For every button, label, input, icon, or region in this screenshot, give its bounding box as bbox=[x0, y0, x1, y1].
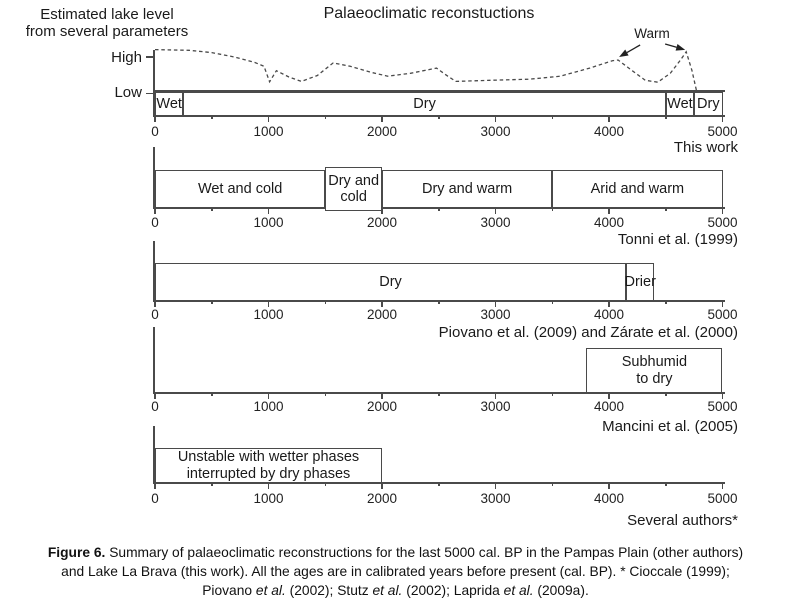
axis-tick bbox=[268, 207, 270, 214]
axis-tick bbox=[722, 392, 724, 399]
axis-tick bbox=[268, 115, 270, 122]
axis-tick-label: 1000 bbox=[253, 124, 284, 139]
lake-level-curve-path bbox=[155, 50, 696, 91]
axis-tick bbox=[381, 482, 383, 489]
climate-phase-label: Wet bbox=[667, 95, 693, 112]
axis-tick bbox=[495, 207, 497, 214]
axis-tick bbox=[268, 300, 270, 307]
climate-phase-segment bbox=[586, 348, 722, 393]
axis-tick-label: 1000 bbox=[253, 399, 284, 414]
axis-tick bbox=[438, 482, 440, 486]
low-tick-label: Low bbox=[114, 84, 142, 101]
caption-text-run: (2009a). bbox=[533, 582, 589, 598]
climate-phase-label: interrupted by dry phases bbox=[186, 465, 351, 482]
caption-text-run: (2002); Laprida bbox=[402, 582, 504, 598]
axis-tick bbox=[381, 300, 383, 307]
axis-tick bbox=[381, 115, 383, 122]
caption-text-run: Piovano bbox=[202, 582, 256, 598]
caption-line bbox=[0, 544, 791, 563]
axis-tick-label: 4000 bbox=[593, 307, 625, 322]
axis-tick bbox=[495, 482, 497, 489]
axis-tick-label: 5000 bbox=[707, 124, 738, 139]
warm-arrow-icon bbox=[619, 50, 629, 57]
source-label: Piovano et al. (2009) and Zárate et al. (2000) bbox=[438, 324, 738, 341]
climate-phase-label: Arid and warm bbox=[590, 180, 685, 197]
axis-tick-label: 3000 bbox=[480, 491, 511, 506]
climate-phase-segment bbox=[552, 170, 722, 208]
caption-line bbox=[0, 563, 791, 582]
axis-tick-label: 1000 bbox=[253, 491, 284, 506]
caption-text-run: et al. bbox=[372, 582, 403, 598]
axis-tick-label: 0 bbox=[151, 491, 159, 506]
climate-phase-label: Dry bbox=[379, 273, 402, 290]
axis-tick bbox=[608, 300, 610, 307]
axis-tick-label: 4000 bbox=[593, 215, 625, 230]
climate-phase-segment bbox=[155, 92, 183, 116]
axis-tick-label: 5000 bbox=[707, 307, 738, 322]
source-label: Tonni et al. (1999) bbox=[617, 231, 738, 248]
axis-tick-label: 1000 bbox=[253, 307, 284, 322]
axis-tick-label: 2000 bbox=[366, 215, 398, 230]
axis-tick bbox=[154, 482, 156, 489]
axis-tick bbox=[608, 392, 610, 399]
climate-phase-segment bbox=[155, 263, 626, 301]
axis-tick bbox=[154, 115, 156, 122]
axis-tick bbox=[665, 300, 667, 304]
warm-arrow-line bbox=[627, 45, 640, 53]
axis-tick bbox=[665, 482, 667, 486]
axis-tick-label: 2000 bbox=[366, 307, 398, 322]
climate-phase-segment bbox=[626, 263, 654, 301]
source-label: Several authors* bbox=[627, 512, 738, 529]
climate-phase-label: Wet bbox=[156, 95, 182, 112]
low-tick bbox=[146, 93, 153, 95]
climate-phase-segment bbox=[155, 448, 382, 483]
lake-level-axis-label bbox=[4, 7, 210, 40]
axis-tick bbox=[268, 392, 270, 399]
climate-phase-segment bbox=[694, 92, 722, 116]
axis-tick-label: 0 bbox=[151, 399, 159, 414]
caption-text-run: and Lake La Brava (this work). All the ages are in calibrated years before present (cal. BP). * Cioccale (1999); bbox=[61, 563, 730, 579]
caption-line bbox=[0, 582, 791, 601]
axis-tick-label: 5000 bbox=[707, 491, 738, 506]
climate-phase-label: Wet and cold bbox=[197, 180, 283, 197]
climate-phase-label: Dry bbox=[697, 95, 720, 112]
axis-tick bbox=[495, 115, 497, 122]
climate-phase-segment bbox=[325, 167, 382, 211]
axis-tick bbox=[154, 392, 156, 399]
climate-phase-segment bbox=[666, 92, 694, 116]
climate-phase-segment bbox=[183, 92, 665, 116]
axis-tick bbox=[608, 482, 610, 489]
axis-tick bbox=[268, 482, 270, 489]
climate-phase-label: Drier bbox=[624, 273, 656, 290]
axis-tick bbox=[495, 392, 497, 399]
climate-phase-label: to dry bbox=[636, 370, 673, 387]
figure-title: Palaeoclimatic reconstuctions bbox=[323, 5, 535, 22]
caption-text-run: et al. bbox=[255, 582, 286, 598]
climate-phase-label: Unstable with wetter phases bbox=[177, 449, 360, 466]
axis-tick-label: 0 bbox=[151, 124, 159, 139]
climate-phase-label: Dry and warm bbox=[422, 180, 513, 197]
axis-tick bbox=[154, 207, 156, 214]
climate-phase-label: Dry and bbox=[328, 172, 380, 189]
axis-tick bbox=[552, 482, 554, 486]
lake-level-axis-label-line2: from several parameters bbox=[25, 22, 189, 40]
axis-tick-label: 4000 bbox=[593, 491, 625, 506]
axis-tick-label: 0 bbox=[151, 215, 159, 230]
caption-text-run: Figure 6. bbox=[47, 545, 106, 560]
high-tick-label: High bbox=[111, 49, 142, 66]
axis-tick-label: 2000 bbox=[366, 491, 398, 506]
lake-level-axis-label-line1: Estimated lake level bbox=[40, 6, 174, 23]
y-axis-spine bbox=[153, 327, 155, 392]
caption-text-run: (2002); Stutz bbox=[285, 582, 373, 598]
axis-tick bbox=[608, 207, 610, 214]
axis-tick bbox=[438, 392, 440, 396]
climate-phase-label: Dry bbox=[413, 95, 436, 112]
caption-text-run: Summary of palaeoclimatic reconstructions for the last 5000 cal. BP in the Pampas Plain (other authors) bbox=[105, 545, 744, 560]
caption-text-run: et al. bbox=[503, 582, 534, 598]
warm-annotation-label: Warm bbox=[634, 26, 670, 41]
warm-arrow-line bbox=[665, 44, 676, 47]
high-tick bbox=[146, 56, 153, 58]
axis-tick bbox=[608, 115, 610, 122]
axis-tick bbox=[154, 300, 156, 307]
axis-tick bbox=[722, 115, 724, 122]
axis-tick-label: 1000 bbox=[253, 215, 284, 230]
axis-tick-label: 5000 bbox=[707, 399, 738, 414]
axis-tick bbox=[495, 300, 497, 307]
axis-tick-label: 2000 bbox=[366, 124, 398, 139]
axis-tick bbox=[552, 392, 554, 396]
axis-tick-label: 4000 bbox=[593, 399, 625, 414]
axis-tick-label: 5000 bbox=[707, 215, 738, 230]
axis-tick bbox=[722, 300, 724, 307]
axis-tick-label: 0 bbox=[151, 307, 159, 322]
axis-tick bbox=[325, 392, 327, 396]
axis-tick-label: 3000 bbox=[480, 124, 511, 139]
axis-tick-label: 2000 bbox=[366, 399, 398, 414]
climate-phase-segment bbox=[155, 170, 325, 208]
axis-tick-label: 4000 bbox=[593, 124, 625, 139]
axis-tick bbox=[211, 392, 213, 396]
source-label: This work bbox=[673, 139, 738, 156]
axis-tick bbox=[381, 392, 383, 399]
axis-tick-label: 3000 bbox=[480, 215, 511, 230]
axis-tick-label: 3000 bbox=[480, 307, 511, 322]
source-label: Mancini et al. (2005) bbox=[602, 418, 738, 435]
axis-tick-label: 3000 bbox=[480, 399, 511, 414]
warm-arrow-icon bbox=[676, 44, 686, 51]
axis-tick bbox=[722, 482, 724, 489]
figure-caption bbox=[0, 544, 791, 600]
climate-phase-label: cold bbox=[340, 189, 367, 205]
climate-phase-label: Subhumid bbox=[621, 354, 688, 371]
axis-tick bbox=[722, 207, 724, 214]
climate-phase-segment bbox=[382, 170, 552, 208]
